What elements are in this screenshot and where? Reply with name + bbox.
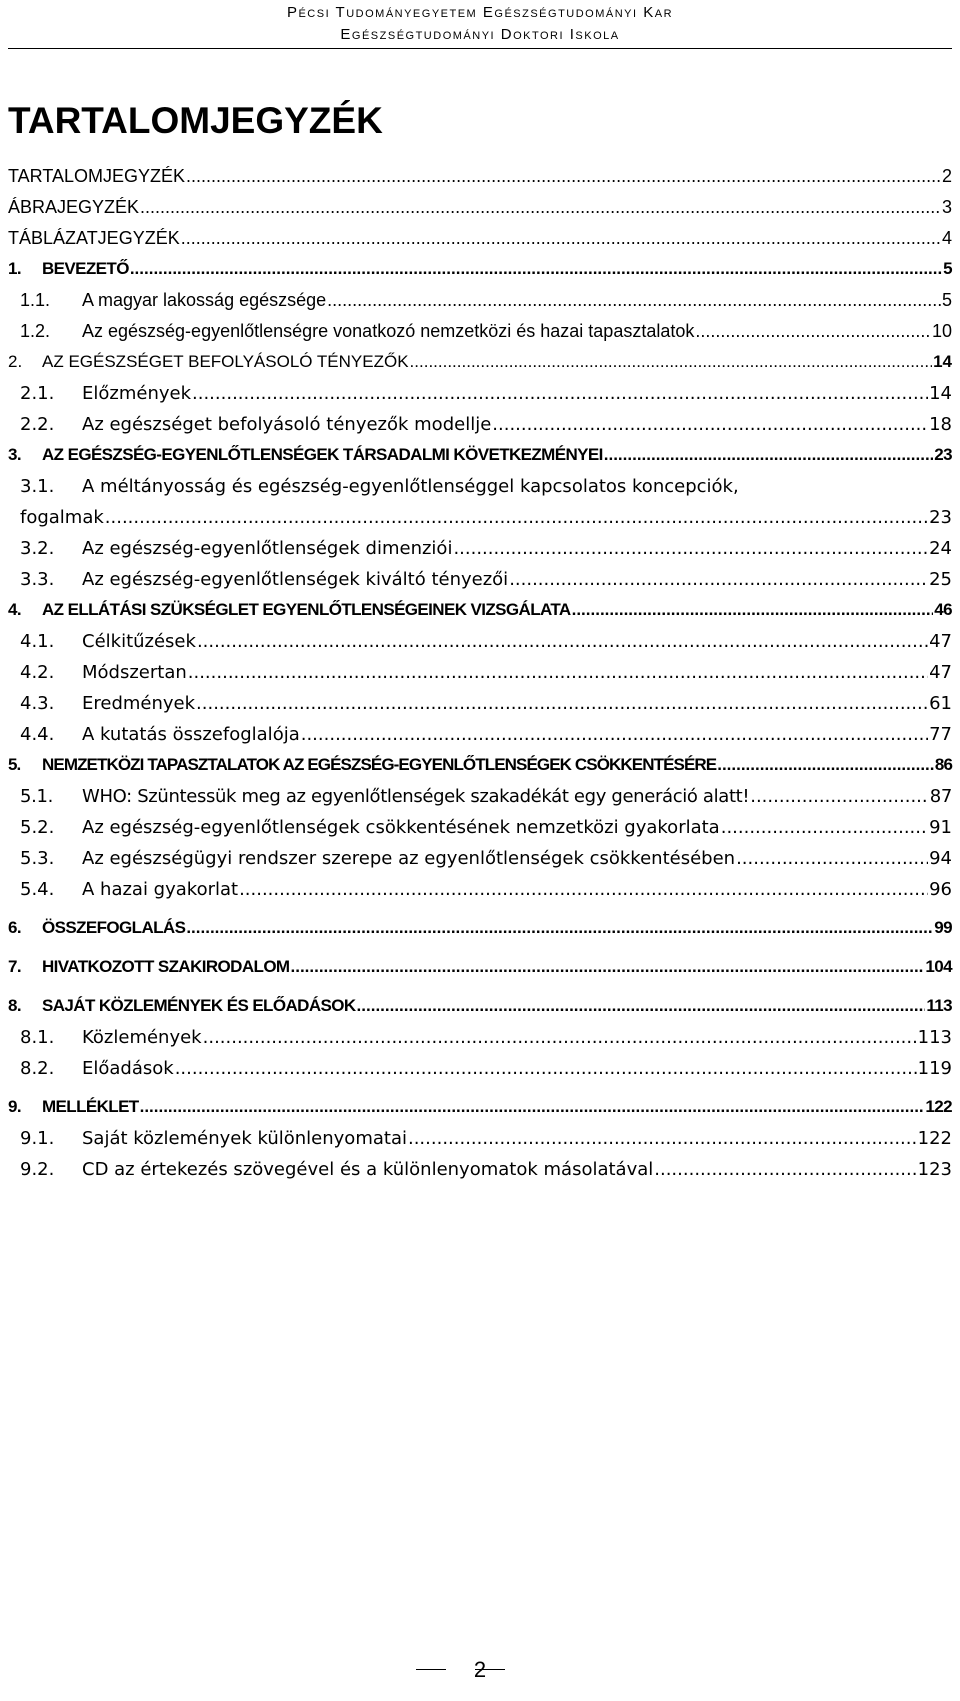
- toc-chapter-number: 4.: [8, 600, 21, 619]
- toc-chapter-label: SAJÁT KÖZLEMÉNYEK ÉS ELŐADÁSOK: [42, 996, 356, 1015]
- toc-leader: [140, 197, 941, 218]
- toc-section-page: 47: [929, 662, 952, 683]
- toc-leader: [197, 631, 928, 652]
- toc-chapter-number: 8.: [8, 996, 21, 1015]
- toc-section[interactable]: [8, 569, 952, 600]
- page-title: TARTALOMJEGYZÉK: [8, 100, 383, 141]
- toc-section-number: 3.3.: [20, 569, 55, 590]
- toc-section-page: 25: [929, 569, 952, 590]
- toc-section[interactable]: [8, 538, 952, 569]
- toc-section-page: 61: [929, 693, 952, 714]
- toc-chapter[interactable]: [8, 259, 952, 290]
- toc-chapter-page: 113: [926, 996, 952, 1015]
- toc-section-number: 5.1.: [20, 786, 53, 807]
- toc-section-page: 47: [929, 631, 952, 652]
- toc-section-number: 5.3.: [20, 848, 55, 869]
- toc-section[interactable]: [8, 290, 952, 321]
- toc-section-number: 4.4.: [20, 724, 55, 745]
- toc-chapter-number: 9.: [8, 1097, 21, 1116]
- toc-section-label: Az egészség-egyenlőtlenségek dimenziói: [82, 538, 453, 559]
- toc-leader: [203, 1027, 917, 1048]
- toc-chapter-page: 99: [934, 918, 952, 937]
- toc-section[interactable]: [8, 1159, 952, 1190]
- toc-section-number: 9.2.: [20, 1159, 55, 1180]
- toc-leader: [453, 538, 928, 559]
- toc-leader: [239, 879, 928, 900]
- toc-leader: [572, 600, 934, 620]
- toc-chapter[interactable]: [8, 1097, 952, 1128]
- toc-section-number: 5.4.: [20, 879, 55, 900]
- toc-chapter-label: HIVATKOZOTT SZAKIRODALOM: [42, 957, 290, 976]
- toc-leader: [654, 1159, 916, 1180]
- toc-chapter-number: 2.: [8, 352, 23, 371]
- toc-section[interactable]: [8, 786, 952, 817]
- table-of-contents: [8, 166, 952, 1190]
- toc-section[interactable]: [8, 383, 952, 414]
- toc-leader: [750, 786, 929, 807]
- toc-section-page: 122: [917, 1128, 952, 1149]
- toc-leader: [181, 228, 941, 249]
- toc-section[interactable]: [8, 879, 952, 910]
- toc-chapter[interactable]: [8, 957, 952, 988]
- toc-leader: [327, 290, 941, 311]
- toc-section-page: 23: [929, 507, 952, 528]
- toc-section-label: A hazai gyakorlat: [82, 879, 239, 900]
- toc-chapter-label: MELLÉKLET: [42, 1097, 139, 1116]
- toc-entry-label: ÁBRAJEGYZÉK: [8, 197, 140, 217]
- toc-section-label: Módszertan: [82, 662, 187, 683]
- toc-section-page: 18: [929, 414, 952, 435]
- toc-section-number: 2.1.: [20, 383, 55, 404]
- toc-leader: [186, 918, 933, 938]
- toc-chapter-number: 1.: [8, 259, 21, 278]
- toc-chapter[interactable]: [8, 918, 952, 949]
- toc-chapter[interactable]: [8, 755, 952, 786]
- toc-section-label: CD az értekezés szövegével és a különlenyomatok másolatával: [82, 1159, 654, 1180]
- header-rule: [8, 48, 952, 49]
- toc-chapter-label: ÖSSZEFOGLALÁS: [42, 918, 186, 937]
- toc-section-number: 4.2.: [20, 662, 55, 683]
- toc-leader: [509, 569, 928, 590]
- toc-chapter-number: 6.: [8, 918, 21, 937]
- toc-section-number: 1.2.: [20, 321, 51, 341]
- toc-leader: [105, 507, 928, 528]
- toc-chapter-page: 86: [934, 755, 952, 774]
- toc-section-number: 3.1.: [20, 476, 55, 497]
- toc-section-page: 123: [917, 1159, 952, 1180]
- toc-chapter-page: 23: [934, 445, 952, 464]
- toc-section[interactable]: [8, 662, 952, 693]
- toc-section[interactable]: [8, 1027, 952, 1058]
- toc-leader: [357, 996, 926, 1016]
- toc-section[interactable]: [8, 321, 952, 352]
- toc-chapter-label: BEVEZETŐ: [42, 259, 129, 278]
- toc-section-label: Előadások: [82, 1058, 174, 1079]
- page-number: 2: [473, 1657, 487, 1682]
- toc-chapter[interactable]: [8, 352, 952, 383]
- toc-entry[interactable]: [8, 228, 952, 259]
- toc-leader: [301, 724, 928, 745]
- toc-entry-label: TÁBLÁZATJEGYZÉK: [8, 228, 180, 248]
- toc-leader: [408, 1128, 917, 1149]
- toc-section-label: Az egészséget befolyásoló tényezők modellje: [82, 414, 492, 435]
- toc-section-label: Közlemények: [82, 1027, 202, 1048]
- toc-section-number: 1.1.: [20, 290, 51, 310]
- toc-leader: [175, 1058, 917, 1079]
- toc-leader: [695, 321, 931, 342]
- toc-section-page: 87: [929, 786, 952, 807]
- toc-chapter-page: 5: [943, 259, 952, 278]
- toc-section-number: 9.1.: [20, 1128, 55, 1149]
- toc-section[interactable]: [8, 414, 952, 445]
- toc-section-label: Célkitűzések: [82, 631, 196, 652]
- toc-section-page: 96: [929, 879, 952, 900]
- header-school: Egészségtudományi Doktori Iskola: [340, 26, 620, 43]
- toc-section-page: 10: [931, 321, 952, 341]
- toc-entry-label: TARTALOMJEGYZÉK: [8, 166, 186, 186]
- toc-section-label: Az egészség-egyenlőtlenségre vonatkozó nemzetközi és hazai tapasztalatok: [82, 321, 695, 341]
- toc-chapter-number: 5.: [8, 755, 21, 774]
- toc-entry-page: 4: [941, 228, 952, 248]
- toc-chapter-label: NEMZETKÖZI TAPASZTALATOK AZ EGÉSZSÉG-EGYENLŐTLENSÉGEK CSÖKKENTÉSÉRE: [42, 755, 717, 774]
- toc-entry[interactable]: [8, 166, 952, 197]
- toc-entry-page: 2: [941, 166, 952, 186]
- toc-chapter-label: AZ EGÉSZSÉG-EGYENLŐTLENSÉGEK TÁRSADALMI KÖVETKEZMÉNYEI: [42, 445, 603, 464]
- toc-entry-page: 3: [941, 197, 952, 217]
- toc-section-page: 5: [941, 290, 952, 310]
- toc-section[interactable]: [8, 1058, 952, 1089]
- toc-section-page: 77: [929, 724, 952, 745]
- toc-leader: [186, 166, 941, 187]
- toc-leader: [130, 259, 942, 279]
- toc-leader: [188, 662, 928, 683]
- toc-leader: [736, 848, 928, 869]
- toc-section-label-continued: fogalmak: [20, 507, 104, 528]
- toc-section-label: Saját közlemények különlenyomatai: [82, 1128, 407, 1149]
- toc-section-number: 4.3.: [20, 693, 55, 714]
- toc-section-label: Az egészség-egyenlőtlenségek kiváltó tényezői: [82, 569, 509, 590]
- toc-section[interactable]: [8, 476, 952, 538]
- toc-chapter[interactable]: [8, 600, 952, 631]
- toc-section-label: A méltányosság és egészség-egyenlőtlenséggel kapcsolatos koncepciók,: [82, 476, 739, 497]
- toc-section-number: 5.2.: [20, 817, 55, 838]
- toc-section-label: Az egészségügyi rendszer szerepe az egyenlőtlenségek csökkentésében: [82, 848, 736, 869]
- page-footer: [0, 1657, 960, 1687]
- toc-section-page: 119: [917, 1058, 952, 1079]
- toc-section[interactable]: [8, 693, 952, 724]
- toc-leader: [291, 957, 925, 977]
- toc-entry[interactable]: [8, 197, 952, 228]
- toc-section-label: A magyar lakosság egészsége: [82, 290, 327, 310]
- toc-chapter-label: AZ EGÉSZSÉGET BEFOLYÁSOLÓ TÉNYEZŐK: [42, 352, 409, 371]
- toc-chapter[interactable]: [8, 996, 952, 1027]
- toc-chapter-page: 46: [934, 600, 952, 619]
- toc-section-label: Előzmények: [82, 383, 192, 404]
- toc-section[interactable]: [8, 631, 952, 662]
- toc-leader: [410, 352, 933, 372]
- toc-section-number: 3.2.: [20, 538, 55, 559]
- toc-chapter-label: AZ ELLÁTÁSI SZÜKSÉGLET EGYENLŐTLENSÉGEINEK VIZSGÁLATA: [42, 600, 571, 619]
- toc-leader: [717, 755, 934, 775]
- toc-section[interactable]: [8, 848, 952, 879]
- toc-section-page: 24: [929, 538, 952, 559]
- toc-section-number: 2.2.: [20, 414, 55, 435]
- toc-leader: [140, 1097, 925, 1117]
- toc-section-page: 94: [929, 848, 952, 869]
- toc-leader: [192, 383, 928, 404]
- toc-leader: [604, 445, 934, 465]
- toc-section-number: 8.2.: [20, 1058, 55, 1079]
- toc-section[interactable]: [8, 724, 952, 755]
- toc-section-label: Eredmények: [82, 693, 196, 714]
- page-header: [0, 0, 960, 46]
- toc-chapter-number: 7.: [8, 957, 21, 976]
- toc-section[interactable]: [8, 817, 952, 848]
- toc-section-page: 113: [917, 1027, 952, 1048]
- toc-section-number: 8.1.: [20, 1027, 55, 1048]
- header-university: Pécsi Tudományegyetem Egészségtudományi Kar: [286, 4, 674, 21]
- toc-section-label: WHO: Szüntessük meg az egyenlőtlenségek szakadékát egy generáció alatt!: [82, 786, 750, 807]
- toc-chapter-page: 14: [933, 352, 952, 371]
- toc-chapter-number: 3.: [8, 445, 21, 464]
- toc-section-page: 14: [929, 383, 952, 404]
- toc-leader: [196, 693, 928, 714]
- toc-chapter-page: 104: [925, 957, 952, 976]
- toc-section-label: A kutatás összefoglalója: [82, 724, 300, 745]
- toc-section-label: Az egészség-egyenlőtlenségek csökkentésének nemzetközi gyakorlata: [82, 817, 720, 838]
- toc-chapter[interactable]: [8, 445, 952, 476]
- toc-section-number: 4.1.: [20, 631, 55, 652]
- toc-leader: [721, 817, 928, 838]
- footer-dash-right: [475, 1669, 505, 1670]
- toc-leader: [492, 414, 928, 435]
- toc-section[interactable]: [8, 1128, 952, 1159]
- toc-section-page: 91: [929, 817, 952, 838]
- toc-chapter-page: 122: [925, 1097, 952, 1116]
